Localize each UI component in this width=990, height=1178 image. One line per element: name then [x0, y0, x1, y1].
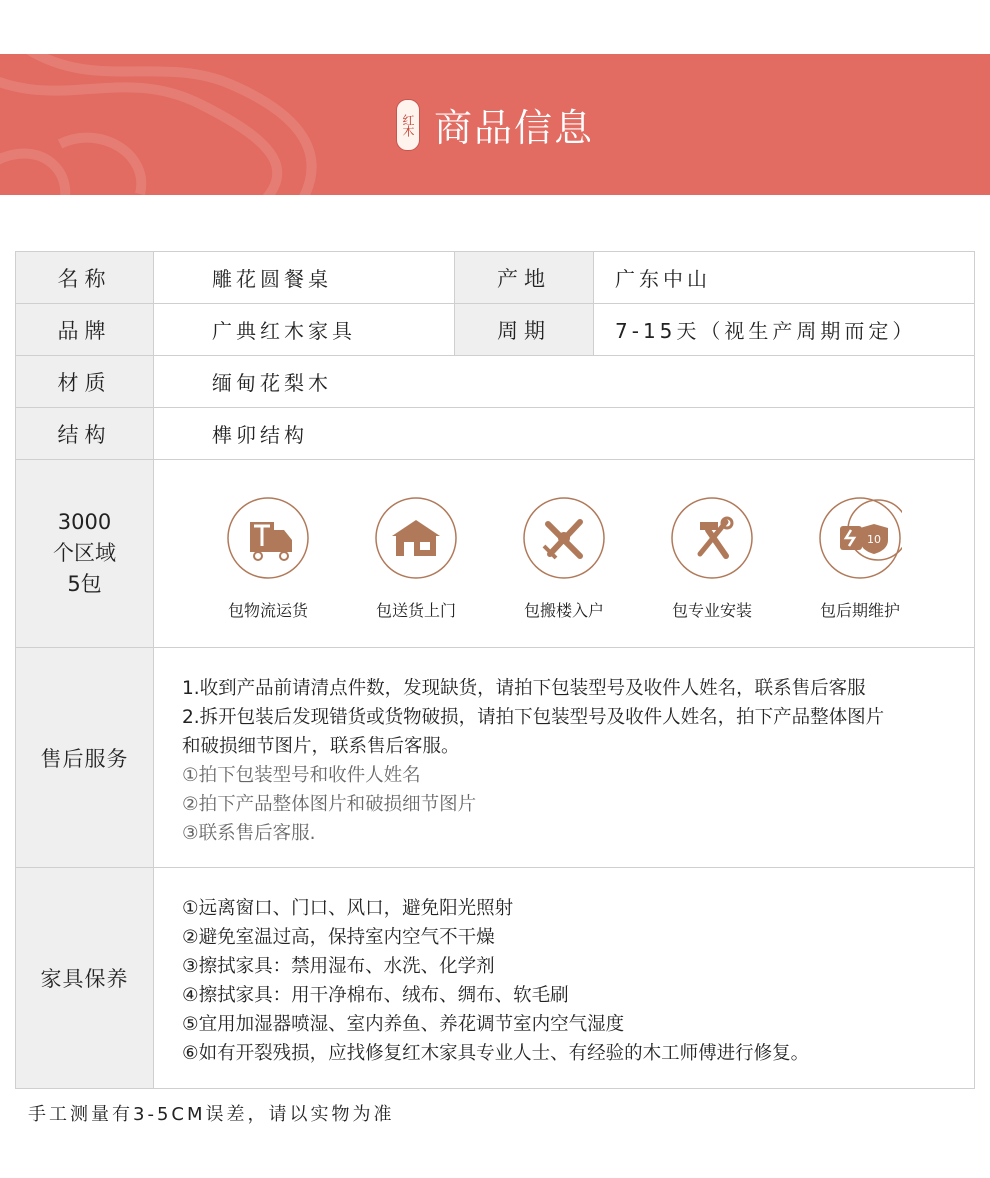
label-origin: 产地: [455, 252, 594, 303]
label-after-sales: 售后服务: [16, 648, 154, 867]
page-title: 商品信息: [433, 106, 594, 150]
service-delivery: [351, 496, 481, 621]
value-structure: 榫卯结构: [212, 423, 308, 447]
label-brand: 品牌: [16, 304, 154, 355]
label-period: 周期: [455, 304, 594, 355]
service-icons: [154, 460, 974, 647]
label-furniture-care: 家具保养: [16, 868, 154, 1088]
after-sales-line: 1.收到产品前请清点件数，发现缺货，请拍下包装型号及收件人姓名，联系售后客服: [182, 678, 866, 699]
truck-icon: [226, 496, 310, 580]
service-installation: [647, 496, 777, 621]
value-period: 7-15天（视生产周期而定）: [615, 319, 917, 343]
row-brand-period: [16, 304, 974, 356]
service-label: 包物流运货: [227, 601, 308, 620]
value-origin: 广东中山: [615, 267, 711, 291]
label-services: [16, 460, 154, 647]
row-furniture-care: [16, 868, 974, 1088]
services-label-line3: 5包: [67, 572, 102, 596]
seal-logo: 红木: [396, 99, 420, 151]
row-structure: [16, 408, 974, 460]
service-label: 包后期维护: [819, 601, 900, 620]
after-sales-step: ②拍下产品整体图片和破损细节图片: [182, 794, 477, 815]
row-after-sales: [16, 648, 974, 868]
svg-text:10: 10: [867, 533, 881, 546]
service-carry-in: [499, 496, 629, 621]
care-line: ⑥如有开裂残损，应找修复红木家具专业人士、有经验的木工师傅进行修复。: [182, 1043, 810, 1064]
after-sales-text: [154, 648, 974, 867]
tools-icon: [522, 496, 606, 580]
service-label: 包搬楼入户: [523, 601, 604, 620]
row-services: [16, 460, 974, 648]
after-sales-line: 2.拆开包装后发现错货或货物破损，请拍下包装型号及收件人姓名，拍下产品整体图片: [182, 707, 885, 728]
care-line: ③擦拭家具：禁用湿布、水洗、化学剂: [182, 956, 495, 977]
row-material: [16, 356, 974, 408]
service-label: 包送货上门: [375, 601, 456, 620]
service-maintenance: [795, 496, 925, 621]
services-label-line1: 3000: [57, 510, 112, 534]
after-sales-step: ①拍下包装型号和收件人姓名: [182, 765, 421, 786]
label-structure: 结构: [16, 408, 154, 459]
after-sales-step: ③联系售后客服.: [182, 823, 316, 844]
row-name-origin: [16, 252, 974, 304]
care-line: ④擦拭家具：用干净棉布、绒布、绸布、软毛刷: [182, 985, 569, 1006]
service-label: 包专业安装: [671, 601, 752, 620]
value-brand: 广典红木家具: [154, 304, 455, 355]
label-material: 材质: [16, 356, 154, 407]
care-text: [154, 868, 974, 1088]
measurement-note: 手工测量有3-5CM误差，请以实物为准: [28, 1104, 395, 1125]
care-line: ②避免室温过高，保持室内空气不干燥: [182, 927, 495, 948]
care-line: ①远离窗口、门口、风口，避免阳光照射: [182, 898, 514, 919]
house-icon: [374, 496, 458, 580]
hammer-wrench-icon: [670, 496, 754, 580]
value-name: 雕花圆餐桌: [154, 252, 455, 303]
services-label-line2: 个区域: [53, 541, 116, 565]
care-line: ⑤宜用加湿器喷湿、室内养鱼、养花调节室内空气湿度: [182, 1014, 625, 1035]
label-name: 名称: [16, 252, 154, 303]
after-sales-line: 和破损细节图片，联系售后客服。: [182, 736, 460, 757]
product-info-table: [15, 251, 975, 1089]
service-logistics: [203, 496, 333, 621]
title-banner: [0, 54, 990, 195]
shield-10-icon: [818, 496, 902, 580]
value-material: 缅甸花梨木: [212, 371, 332, 395]
